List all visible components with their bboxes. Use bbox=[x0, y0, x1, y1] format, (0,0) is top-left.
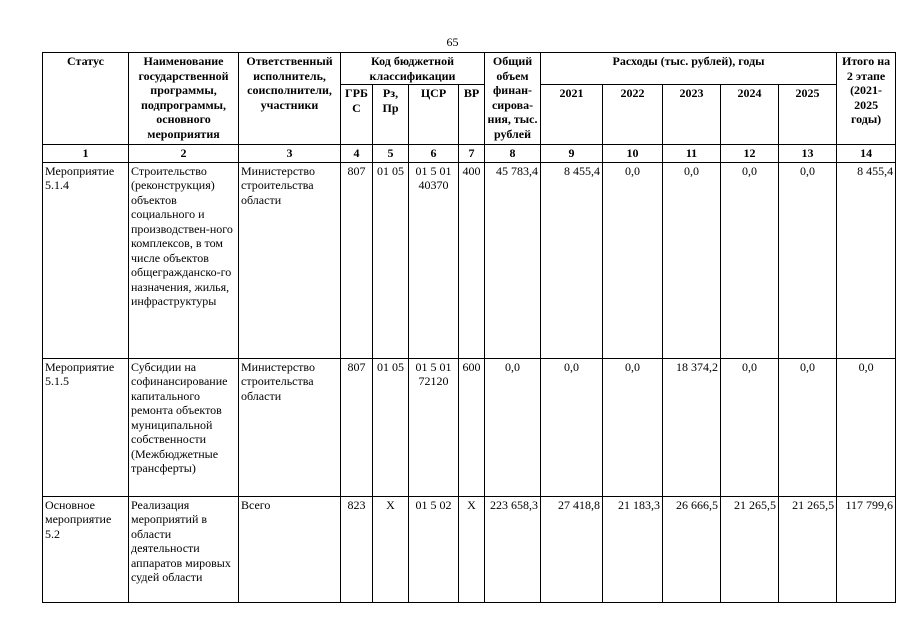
cell-responsible: Министерство строительства области bbox=[239, 358, 341, 496]
column-number: 13 bbox=[779, 145, 837, 163]
cell-name: Субсидии на софинансирование капитального ремонта объектов муниципальной собственности (Межбюджетные трансферты) bbox=[129, 358, 239, 496]
column-number: 2 bbox=[129, 145, 239, 163]
header-stage-total: Итого на 2 этапе (2021-2025 годы) bbox=[837, 53, 896, 145]
header-total-volume: Общий объем финан-сирова-ния, тыс. рублей bbox=[485, 53, 541, 145]
header-year-2021: 2021 bbox=[541, 85, 603, 145]
header-grbs: ГРБ С bbox=[341, 85, 373, 145]
cell-vr: Х bbox=[459, 496, 485, 602]
cell-2022: 21 183,3 bbox=[603, 496, 663, 602]
column-number: 4 bbox=[341, 145, 373, 163]
cell-stage-total: 117 799,6 bbox=[837, 496, 896, 602]
cell-2023: 0,0 bbox=[663, 162, 721, 358]
column-number: 3 bbox=[239, 145, 341, 163]
cell-2021: 27 418,8 bbox=[541, 496, 603, 602]
column-number: 14 bbox=[837, 145, 896, 163]
column-number: 7 bbox=[459, 145, 485, 163]
header-status: Статус bbox=[43, 53, 129, 145]
cell-csr: 01 5 01 72120 bbox=[409, 358, 459, 496]
cell-2024: 0,0 bbox=[721, 162, 779, 358]
cell-name: Строительство (реконструкция) объектов социального и производствен-ного комплексов, в том числе объектов общегражданско-го назначения, жилья, инфраструктуры bbox=[129, 162, 239, 358]
cell-2025: 0,0 bbox=[779, 162, 837, 358]
cell-csr: 01 5 01 40370 bbox=[409, 162, 459, 358]
header-year-2022: 2022 bbox=[603, 85, 663, 145]
column-number: 6 bbox=[409, 145, 459, 163]
column-number: 12 bbox=[721, 145, 779, 163]
cell-status: Мероприятие 5.1.5 bbox=[43, 358, 129, 496]
header-responsible: Ответственный исполнитель, соисполнители, участники bbox=[239, 53, 341, 145]
cell-total: 223 658,3 bbox=[485, 496, 541, 602]
column-number-row bbox=[43, 145, 896, 163]
header-expenses: Расходы (тыс. рублей), годы bbox=[541, 53, 837, 85]
cell-csr: 01 5 02 bbox=[409, 496, 459, 602]
column-number: 10 bbox=[603, 145, 663, 163]
header-year-2024: 2024 bbox=[721, 85, 779, 145]
table-row bbox=[43, 358, 896, 496]
column-number: 9 bbox=[541, 145, 603, 163]
cell-2024: 0,0 bbox=[721, 358, 779, 496]
budget-table bbox=[42, 52, 896, 603]
cell-rzpr: 01 05 bbox=[373, 162, 409, 358]
cell-2025: 0,0 bbox=[779, 358, 837, 496]
cell-grbs: 807 bbox=[341, 358, 373, 496]
column-number: 5 bbox=[373, 145, 409, 163]
cell-responsible: Министерство строительства области bbox=[239, 162, 341, 358]
cell-vr: 400 bbox=[459, 162, 485, 358]
table-row bbox=[43, 496, 896, 602]
header-csr: ЦСР bbox=[409, 85, 459, 145]
cell-grbs: 807 bbox=[341, 162, 373, 358]
cell-status: Основное мероприятие 5.2 bbox=[43, 496, 129, 602]
cell-stage-total: 0,0 bbox=[837, 358, 896, 496]
header-rzpr: Рз, Пр bbox=[373, 85, 409, 145]
cell-total: 45 783,4 bbox=[485, 162, 541, 358]
cell-2022: 0,0 bbox=[603, 358, 663, 496]
header-year-2025: 2025 bbox=[779, 85, 837, 145]
header-budget-code: Код бюджетной классификации bbox=[341, 53, 485, 85]
cell-stage-total: 8 455,4 bbox=[837, 162, 896, 358]
cell-responsible: Всего bbox=[239, 496, 341, 602]
cell-rzpr: Х bbox=[373, 496, 409, 602]
header-vr: ВР bbox=[459, 85, 485, 145]
header-year-2023: 2023 bbox=[663, 85, 721, 145]
cell-grbs: 823 bbox=[341, 496, 373, 602]
cell-vr: 600 bbox=[459, 358, 485, 496]
column-number: 1 bbox=[43, 145, 129, 163]
column-number: 11 bbox=[663, 145, 721, 163]
cell-2023: 18 374,2 bbox=[663, 358, 721, 496]
column-number: 8 bbox=[485, 145, 541, 163]
table-row bbox=[43, 162, 896, 358]
cell-2022: 0,0 bbox=[603, 162, 663, 358]
cell-total: 0,0 bbox=[485, 358, 541, 496]
cell-2025: 21 265,5 bbox=[779, 496, 837, 602]
page-number: 65 bbox=[446, 35, 459, 49]
cell-rzpr: 01 05 bbox=[373, 358, 409, 496]
header-name: Наименование государственной программы, подпрограммы, основного мероприятия bbox=[129, 53, 239, 145]
cell-2024: 21 265,5 bbox=[721, 496, 779, 602]
cell-2021: 8 455,4 bbox=[541, 162, 603, 358]
cell-2023: 26 666,5 bbox=[663, 496, 721, 602]
cell-name: Реализация мероприятий в области деятельности аппаратов мировых судей области bbox=[129, 496, 239, 602]
cell-status: Мероприятие 5.1.4 bbox=[43, 162, 129, 358]
cell-2021: 0,0 bbox=[541, 358, 603, 496]
